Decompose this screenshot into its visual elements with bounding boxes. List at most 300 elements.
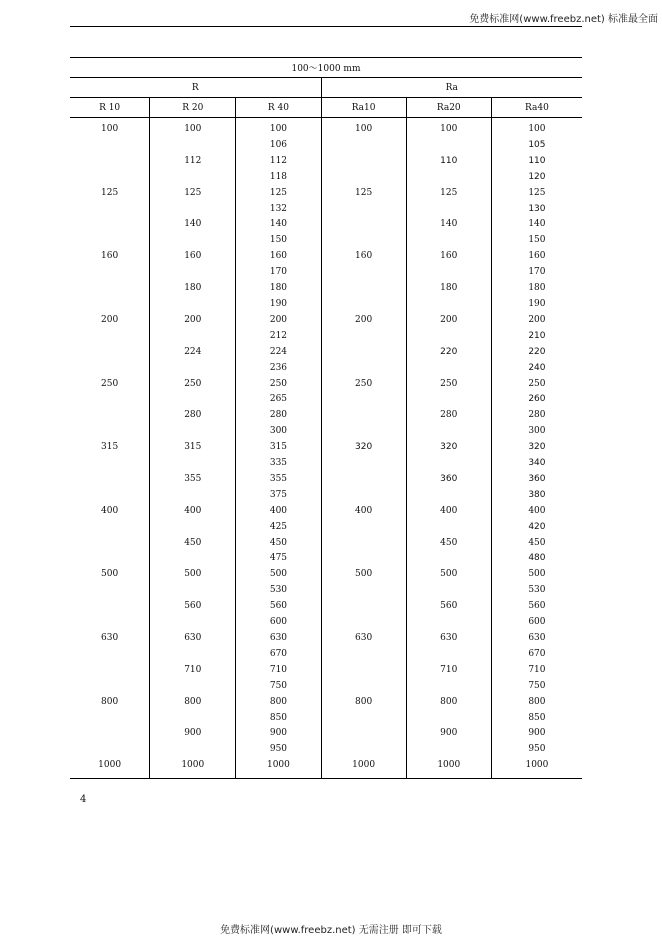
table-cell: 100: [406, 118, 491, 138]
table-cell: [321, 345, 406, 361]
table-cell: 170: [236, 265, 321, 281]
table-cell: 560: [150, 599, 236, 615]
table-cell: 190: [491, 297, 582, 313]
table-cell: [70, 217, 150, 233]
table-cell: 500: [101, 569, 119, 580]
table-cell: 160: [236, 249, 321, 265]
table-cell: 500: [150, 567, 236, 583]
table-row: [70, 138, 582, 154]
table-cell: [70, 408, 150, 424]
table-cell: 320: [321, 440, 406, 456]
table-cell: 140: [406, 217, 491, 233]
table-cell: 670: [491, 647, 582, 663]
table-cell: 500: [406, 567, 491, 583]
table-cell: 950: [491, 742, 582, 758]
table-cell: 125: [321, 186, 406, 202]
table-cell: [150, 170, 236, 186]
table-cell: [406, 551, 491, 567]
table-cell: 450: [236, 536, 321, 552]
table-cell: 630: [236, 631, 321, 647]
table-cell: [70, 138, 150, 154]
table-cell: [321, 138, 406, 154]
table-cell: 450: [406, 536, 491, 552]
table-row: [70, 615, 582, 631]
table-cell: 140: [150, 217, 236, 233]
table-cell: 630: [101, 633, 119, 643]
table-cell: 400: [491, 504, 582, 520]
table-cell: [70, 599, 150, 615]
table-cell: [321, 726, 406, 742]
table-cell: [321, 663, 406, 679]
table-row: [70, 488, 582, 504]
table-row: [70, 361, 582, 377]
table-cell: 900: [150, 726, 236, 742]
table-cell: 112: [150, 154, 236, 170]
table-cell: 220: [491, 345, 582, 361]
table-cell: [321, 551, 406, 567]
table-row: [70, 313, 582, 329]
table-row: [70, 377, 582, 393]
table-cell: 1000: [406, 758, 491, 778]
table-cell: [406, 202, 491, 218]
table-cell: 280: [491, 408, 582, 424]
table-cell: 105: [491, 138, 582, 154]
table-cell: 150: [491, 233, 582, 249]
table-cell: 160: [101, 251, 119, 262]
table-cell: [321, 170, 406, 186]
table-cell: [321, 361, 406, 377]
table-cell: [70, 361, 150, 377]
table-cell: [321, 281, 406, 297]
table-cell: [321, 408, 406, 424]
table-cell: 170: [491, 265, 582, 281]
table-cell: [150, 711, 236, 727]
table-cell: 140: [491, 217, 582, 233]
table-row: [70, 695, 582, 711]
table-cell: [321, 583, 406, 599]
table-cell: [406, 424, 491, 440]
table-row: [70, 440, 582, 456]
table-cell: 500: [321, 567, 406, 583]
table-cell: 125: [406, 186, 491, 202]
table-cell: [150, 551, 236, 567]
table-cell: 112: [236, 154, 321, 170]
table-cell: 180: [406, 281, 491, 297]
table-cell: 560: [491, 599, 582, 615]
table-cell: 132: [236, 202, 321, 218]
table-row: [70, 647, 582, 663]
table-cell: 710: [236, 663, 321, 679]
table-row: [70, 472, 582, 488]
table-cell: 250: [406, 377, 491, 393]
table-cell: [70, 647, 150, 663]
table-cell: 110: [406, 154, 491, 170]
table-cell: [406, 233, 491, 249]
table-cell: 100: [491, 118, 582, 138]
table-cell: [406, 583, 491, 599]
table-cell: [150, 392, 236, 408]
table-cell: [406, 647, 491, 663]
table-cell: [321, 520, 406, 536]
column-header: Ra20: [406, 98, 491, 118]
table-row: [70, 170, 582, 186]
table-row: [70, 186, 582, 202]
table-cell: [406, 615, 491, 631]
table-cell: 710: [150, 663, 236, 679]
table-cell: 250: [150, 377, 236, 393]
table-cell: 480: [491, 551, 582, 567]
table-cell: [406, 170, 491, 186]
table-row: [70, 711, 582, 727]
column-header: R 40: [236, 98, 321, 118]
table-cell: 125: [150, 186, 236, 202]
table-cell: 125: [101, 187, 119, 198]
table-cell: [321, 615, 406, 631]
table-cell: [70, 265, 150, 281]
table-cell: 100: [236, 118, 321, 138]
table-cell: 236: [236, 361, 321, 377]
table-cell: [321, 154, 406, 170]
table-cell: 125: [236, 186, 321, 202]
table-cell: [321, 392, 406, 408]
table-row: [70, 726, 582, 742]
table-cell: 800: [491, 695, 582, 711]
table-cell: 670: [236, 647, 321, 663]
range-header: 100～1000 mm: [70, 58, 582, 78]
table-cell: 110: [491, 154, 582, 170]
table-cell: [70, 583, 150, 599]
table-cell: [150, 520, 236, 536]
table-cell: [406, 456, 491, 472]
table-cell: [70, 488, 150, 504]
table-cell: 180: [491, 281, 582, 297]
table-cell: [150, 583, 236, 599]
table-row: [70, 504, 582, 520]
table-cell: [321, 488, 406, 504]
table-cell: [321, 742, 406, 758]
table-row: [70, 456, 582, 472]
table-cell: 630: [150, 631, 236, 647]
table-cell: 180: [236, 281, 321, 297]
table-cell: 120: [491, 170, 582, 186]
table-cell: [150, 361, 236, 377]
table-cell: 710: [491, 663, 582, 679]
table-cell: [70, 663, 150, 679]
table-cell: 210: [491, 329, 582, 345]
table-cell: 320: [406, 440, 491, 456]
table-row: [70, 424, 582, 440]
table-cell: [150, 742, 236, 758]
table-cell: [150, 488, 236, 504]
table-cell: [321, 472, 406, 488]
table-row: [70, 536, 582, 552]
table-cell: 630: [321, 631, 406, 647]
table-cell: [321, 647, 406, 663]
table-cell: [150, 297, 236, 313]
table-row: [70, 345, 582, 361]
table-cell: [406, 361, 491, 377]
table-cell: [70, 551, 150, 567]
table-cell: [70, 329, 150, 345]
table-row: [70, 118, 582, 138]
table-cell: 280: [236, 408, 321, 424]
table-cell: [150, 138, 236, 154]
group-header-r: R: [70, 78, 321, 98]
table-cell: [70, 711, 150, 727]
table-cell: 200: [150, 313, 236, 329]
table-cell: [70, 615, 150, 631]
table-cell: [321, 265, 406, 281]
table-cell: [406, 329, 491, 345]
table-cell: 850: [491, 711, 582, 727]
table-cell: [321, 711, 406, 727]
table-cell: [406, 742, 491, 758]
table-cell: 335: [236, 456, 321, 472]
table-cell: 280: [150, 408, 236, 424]
column-header: Ra10: [321, 98, 406, 118]
table-cell: [150, 265, 236, 281]
table-cell: 900: [236, 726, 321, 742]
table-row: [70, 599, 582, 615]
table-cell: [321, 456, 406, 472]
table-cell: [70, 679, 150, 695]
table-row: [70, 520, 582, 536]
table-cell: [321, 679, 406, 695]
table-cell: 200: [491, 313, 582, 329]
table-cell: [70, 170, 150, 186]
table-cell: [406, 265, 491, 281]
table-cell: 200: [101, 314, 119, 325]
table-cell: 220: [406, 345, 491, 361]
table-cell: 900: [406, 726, 491, 742]
table-row: [70, 202, 582, 218]
table-cell: [70, 297, 150, 313]
table-row: [70, 249, 582, 265]
table-cell: 315: [101, 442, 119, 453]
table-cell: [150, 329, 236, 345]
table-cell: 280: [406, 408, 491, 424]
table-row: [70, 679, 582, 695]
table-cell: 250: [491, 377, 582, 393]
table-row: [70, 551, 582, 567]
table-cell: 340: [491, 456, 582, 472]
table-cell: [70, 742, 150, 758]
table-cell: 100: [101, 124, 119, 134]
table-cell: [321, 217, 406, 233]
table-cell: 400: [101, 505, 119, 516]
table-cell: 300: [236, 424, 321, 440]
table-cell: 200: [406, 313, 491, 329]
table-cell: [70, 536, 150, 552]
table-cell: 125: [491, 186, 582, 202]
table-cell: [321, 536, 406, 552]
table-cell: [321, 599, 406, 615]
table-cell: [406, 297, 491, 313]
table-row: [70, 663, 582, 679]
table-cell: 900: [491, 726, 582, 742]
table-cell: [406, 138, 491, 154]
table-cell: 224: [236, 345, 321, 361]
table-row: [70, 265, 582, 281]
table-cell: 630: [491, 631, 582, 647]
table-row: [70, 408, 582, 424]
table-cell: 400: [236, 504, 321, 520]
table-cell: [70, 520, 150, 536]
table-cell: [150, 202, 236, 218]
table-row: [70, 154, 582, 170]
table-cell: [150, 424, 236, 440]
table-cell: 1000: [321, 758, 406, 778]
preferred-numbers-table: [70, 57, 582, 779]
table-cell: [406, 711, 491, 727]
table-row: [70, 281, 582, 297]
table-cell: 320: [491, 440, 582, 456]
table-cell: 190: [236, 297, 321, 313]
table-cell: [70, 345, 150, 361]
table-row: [70, 567, 582, 583]
table-cell: [70, 233, 150, 249]
table-cell: [406, 392, 491, 408]
column-header: Ra40: [491, 98, 582, 118]
group-header-ra: Ra: [321, 78, 582, 98]
table-cell: 500: [491, 567, 582, 583]
table-cell: 400: [321, 504, 406, 520]
column-header: R 20: [150, 98, 236, 118]
table-row: [70, 329, 582, 345]
table-cell: [321, 424, 406, 440]
table-cell: 1000: [491, 758, 582, 778]
table-cell: [406, 488, 491, 504]
table-cell: [150, 233, 236, 249]
table-cell: 250: [101, 378, 119, 389]
table-cell: 800: [101, 696, 119, 707]
table-cell: 265: [236, 392, 321, 408]
table-row: [70, 233, 582, 249]
table-cell: 200: [236, 313, 321, 329]
table-cell: 450: [491, 536, 582, 552]
table-cell: 250: [236, 377, 321, 393]
table-cell: 450: [150, 536, 236, 552]
table-cell: [406, 520, 491, 536]
table-body: [70, 118, 582, 779]
table-cell: 224: [150, 345, 236, 361]
table-cell: 500: [236, 567, 321, 583]
table-cell: 850: [236, 711, 321, 727]
table-cell: [70, 281, 150, 297]
table-cell: [70, 726, 150, 742]
table-cell: 950: [236, 742, 321, 758]
table-cell: 160: [321, 249, 406, 265]
table-cell: 800: [236, 695, 321, 711]
table-cell: 1000: [150, 758, 236, 778]
table-row: [70, 742, 582, 758]
table-cell: 425: [236, 520, 321, 536]
table-row: [70, 758, 582, 778]
table-cell: 1000: [70, 758, 150, 778]
table-cell: 240: [491, 361, 582, 377]
table-row: [70, 217, 582, 233]
table-cell: 400: [406, 504, 491, 520]
table-cell: 100: [321, 118, 406, 138]
table-cell: 315: [236, 440, 321, 456]
table-cell: 1000: [236, 758, 321, 778]
watermark-bottom: 免费标准网(www.freebz.net) 无需注册 即可下载: [220, 925, 442, 936]
table-cell: 360: [491, 472, 582, 488]
table-row: [70, 297, 582, 313]
table-cell: 530: [236, 583, 321, 599]
table-cell: 355: [236, 472, 321, 488]
table-cell: 200: [321, 313, 406, 329]
table-cell: 180: [150, 281, 236, 297]
table-cell: 800: [150, 695, 236, 711]
table-cell: [321, 329, 406, 345]
table-cell: [321, 297, 406, 313]
table-cell: 150: [236, 233, 321, 249]
table-cell: 106: [236, 138, 321, 154]
table-row: [70, 392, 582, 408]
table-cell: [406, 679, 491, 695]
table-cell: 140: [236, 217, 321, 233]
table-cell: 250: [321, 377, 406, 393]
top-rule: [70, 26, 582, 27]
table-cell: 710: [406, 663, 491, 679]
table-cell: 600: [236, 615, 321, 631]
table-cell: [70, 154, 150, 170]
table-cell: [150, 647, 236, 663]
table-cell: [70, 472, 150, 488]
table-cell: [150, 679, 236, 695]
table-cell: 475: [236, 551, 321, 567]
table-row: [70, 631, 582, 647]
table-cell: 560: [406, 599, 491, 615]
table-cell: [321, 233, 406, 249]
table-cell: 750: [236, 679, 321, 695]
table-cell: 530: [491, 583, 582, 599]
table-cell: 315: [150, 440, 236, 456]
table-cell: [321, 202, 406, 218]
table-cell: [70, 424, 150, 440]
column-header: R 10: [70, 98, 150, 118]
table-cell: [150, 615, 236, 631]
table-cell: 560: [236, 599, 321, 615]
table-cell: 160: [406, 249, 491, 265]
table-cell: 630: [406, 631, 491, 647]
table-cell: 380: [491, 488, 582, 504]
table-cell: [70, 392, 150, 408]
table-cell: 375: [236, 488, 321, 504]
table-row: [70, 583, 582, 599]
table-cell: 300: [491, 424, 582, 440]
table-cell: [70, 202, 150, 218]
table-cell: 160: [150, 249, 236, 265]
table-cell: 260: [491, 392, 582, 408]
table-cell: 400: [150, 504, 236, 520]
table-cell: 160: [491, 249, 582, 265]
table-cell: 212: [236, 329, 321, 345]
table-cell: 800: [406, 695, 491, 711]
table-cell: 118: [236, 170, 321, 186]
table-cell: 130: [491, 202, 582, 218]
page-number: 4: [80, 794, 87, 805]
table-cell: 750: [491, 679, 582, 695]
table-cell: [150, 456, 236, 472]
table-cell: 360: [406, 472, 491, 488]
watermark-top: 免费标准网(www.freebz.net) 标准最全面: [469, 14, 658, 25]
table-cell: [70, 456, 150, 472]
table-cell: 420: [491, 520, 582, 536]
table-cell: 600: [491, 615, 582, 631]
table-cell: 800: [321, 695, 406, 711]
